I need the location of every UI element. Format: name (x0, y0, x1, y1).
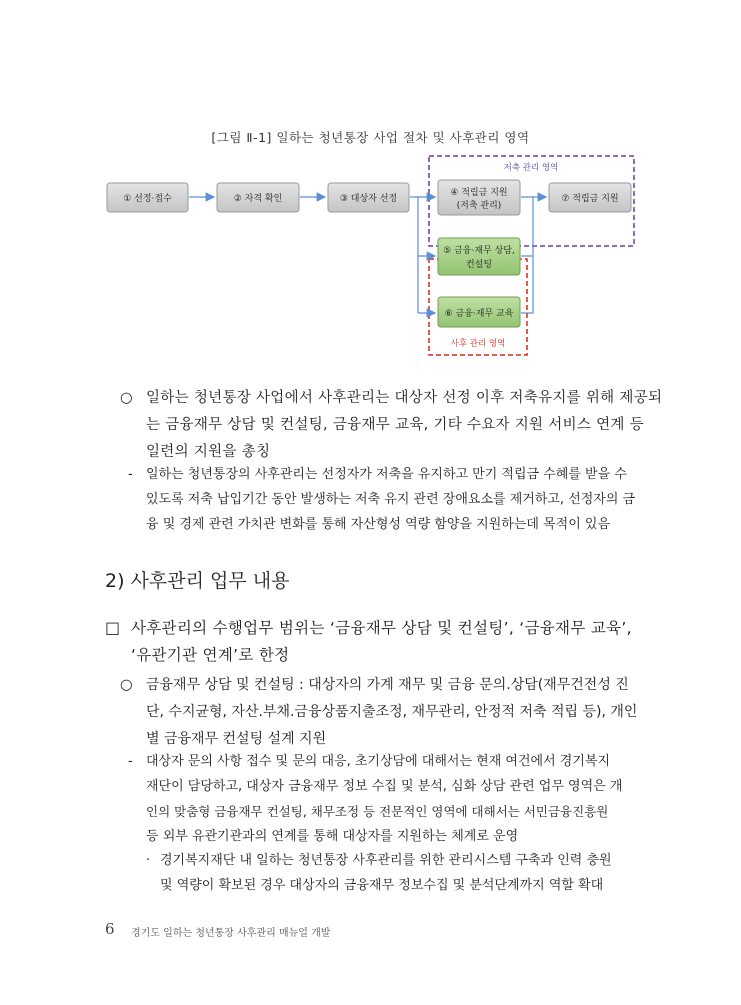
p2-line-2: 단, 수지균형, 자산.부채.금융상품지출조정, 재무관리, 안정적 저축 적립 등), 개인 (146, 704, 638, 720)
box-line-1: 사후관리의 수행업무 범위는 ‘금융재무 상담 및 컨설팅’, ‘금융재무 교육’, (131, 619, 632, 637)
bullet-dash-2: - (128, 754, 133, 769)
step-1-box (107, 183, 188, 212)
p1-dash-line-1: 일하는 청년통장의 사후관리는 선정자가 저축을 유지하고 만기 적립금 수혜를 받을 수 (146, 467, 627, 482)
p1-line-3: 일련의 지원을 총칭 (146, 444, 271, 460)
step-6-label: ⑥ 금융·재무 교육 (444, 309, 514, 319)
step-4-label-line1: ④ 적립금 지원 (450, 188, 508, 198)
p2-dot-line-1: 경기복지재단 내 일하는 청년통장 사후관리를 위한 관리시스템 구축과 인력 충원 (160, 853, 612, 868)
footer-title: 경기도 일하는 청년통장 사후관리 매뉴얼 개발 (131, 928, 331, 939)
p1-line-1: 일하는 청년통장 사업에서 사후관리는 대상자 선정 이후 저축유지를 위해 제공되 (146, 390, 663, 406)
aftercare-area-label: 사후 관리 영역 (450, 339, 506, 349)
p2-line-1: 금융재무 상담 및 컨설팅 : 대상자의 가계 재무 및 금융 문의.상담(재무건전성 진 (146, 677, 629, 693)
step-3-label: ③ 대상자 선정 (339, 194, 398, 204)
p2-line-3: 별 금융재무 컨설팅 설계 지원 (146, 731, 327, 747)
bullet-square: □ (105, 618, 121, 637)
step-4-box (438, 180, 520, 215)
step-1-label: ① 선정·접수 (123, 194, 172, 204)
bullet-circle-2: ○ (120, 677, 133, 693)
step-5-label-line2: 컨설팅 (465, 260, 493, 270)
process-flow-diagram (0, 0, 741, 360)
step-2-label: ② 자격 확인 (233, 194, 283, 204)
p1-dash-line-3: 융 및 경제 관련 가치관 변화를 통해 자산형성 역량 함양을 지원하는데 목적이 있음 (146, 517, 611, 532)
p2-dash-line-1: 대상자 문의 사항 접수 및 문의 대응, 초기상담에 대해서는 현재 여건에서 경기복지 (146, 754, 611, 769)
p2-dash-line-3: 인의 맞춤형 금융재무 컨설팅, 채무조정 등 전문적인 영역에 대해서는 서민금융진흥원 (146, 804, 609, 819)
section-heading: 2) 사후관리 업무 내용 (105, 570, 290, 592)
bullet-circle: ○ (120, 390, 133, 406)
p2-dash-line-2: 재단이 담당하고, 대상자 금융재무 정보 수집 및 분석, 심화 상담 관련 업무 영역은 개 (146, 779, 623, 794)
step-3-box (328, 183, 409, 212)
bullet-dot: · (146, 853, 151, 868)
p2-dash-line-4: 등 외부 유관기관과의 연계를 통해 대상자를 지원하는 체계로 운영 (146, 829, 519, 844)
page-number: 6 (105, 920, 115, 938)
p1-dash-line-2: 있도록 저축 납입기간 동안 발생하는 저축 유지 관련 장애요소를 제거하고, 선정자의 금 (146, 492, 636, 507)
figure-caption: [그림 Ⅱ-1] 일하는 청년통장 사업 절차 및 사후관리 영역 (211, 130, 530, 145)
step-5-label-line1: ⑤ 금융·재무 상담, (443, 246, 515, 256)
step-4-label-line2: (저축 관리) (456, 201, 502, 211)
box-line-2: ‘유관기관 연계’로 한정 (131, 646, 290, 664)
step-5-box (438, 238, 520, 275)
p1-line-2: 는 금융재무 상담 및 컨설팅, 금융재무 교육, 기타 수요자 지원 서비스 연계 등 (146, 417, 644, 433)
bullet-dash: - (128, 467, 133, 482)
savings-area-label: 저축 관리 영역 (503, 163, 559, 173)
step-7-box (549, 183, 631, 212)
step-7-label: ⑦ 적립금 지원 (561, 194, 619, 204)
p2-dot-line-2: 및 역량이 확보된 경우 대상자의 금융재무 정보수집 및 분석단계까지 역할 확대 (160, 878, 604, 893)
step-2-box (217, 183, 299, 212)
step-6-box (438, 297, 520, 327)
